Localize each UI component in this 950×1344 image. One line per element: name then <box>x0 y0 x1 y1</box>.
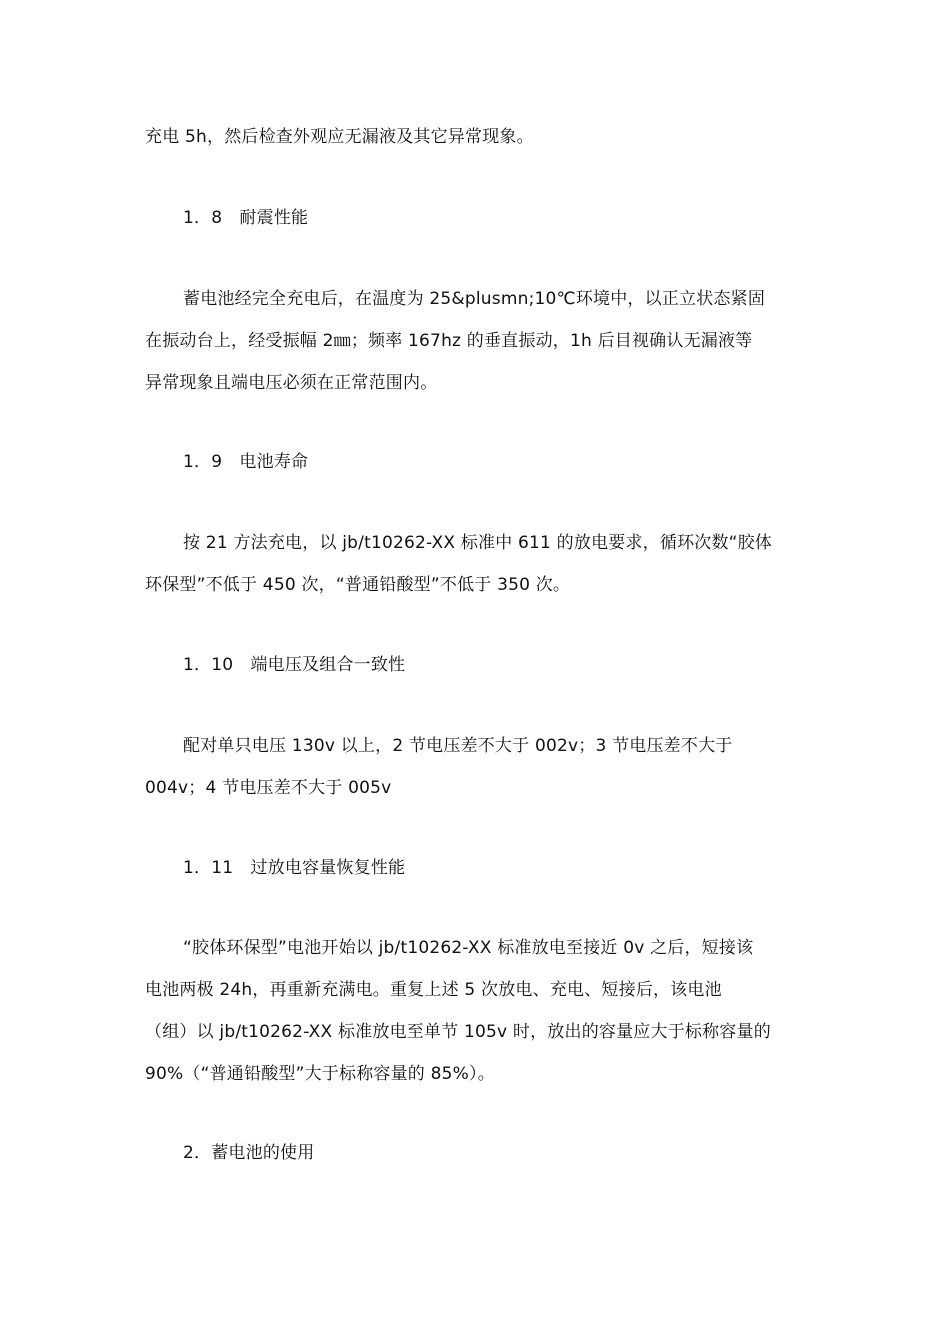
paragraph-continuation: 充电 5h，然后检查外观应无漏液及其它异常现象。 <box>145 127 534 147</box>
section-heading-1-8: 1．8 耐震性能 <box>183 208 309 228</box>
paragraph-line: （组）以 jb/t10262-XX 标准放电至单节 105v 时，放出的容量应大于标称容量的 <box>145 1022 771 1042</box>
paragraph-line: 蓄电池经完全充电后，在温度为 25&plusmn;10℃环境中，以正立状态紧固 <box>183 289 766 309</box>
paragraph-line: 004v；4 节电压差不大于 005v <box>145 778 392 798</box>
paragraph-line: 按 21 方法充电，以 jb/t10262-XX 标准中 611 的放电要求，循环次数“胶体 <box>183 533 773 553</box>
section-heading-1-11: 1．11 过放电容量恢复性能 <box>183 858 406 878</box>
paragraph-line: 配对单只电压 130v 以上，2 节电压差不大于 002v；3 节电压差不大于 <box>183 736 733 756</box>
section-heading-1-9: 1．9 电池寿命 <box>183 452 309 472</box>
paragraph-line: 电池两极 24h，再重新充满电。重复上述 5 次放电、充电、短接后，该电池 <box>145 980 722 1000</box>
paragraph-line: 异常现象且端电压必须在正常范围内。 <box>145 373 438 393</box>
paragraph-line: 90%（“普通铅酸型”大于标称容量的 85%）。 <box>145 1064 495 1084</box>
section-heading-2: 2．蓄电池的使用 <box>183 1143 315 1163</box>
section-heading-1-10: 1．10 端电压及组合一致性 <box>183 655 406 675</box>
paragraph-line: 环保型”不低于 450 次，“普通铅酸型”不低于 350 次。 <box>145 575 571 595</box>
paragraph-line: 在振动台上，经受振幅 2㎜；频率 167hz 的垂直振动，1h 后目视确认无漏液等 <box>145 331 753 351</box>
paragraph-line: “胶体环保型”电池开始以 jb/t10262-XX 标准放电至接近 0v 之后，短接该 <box>183 938 754 958</box>
